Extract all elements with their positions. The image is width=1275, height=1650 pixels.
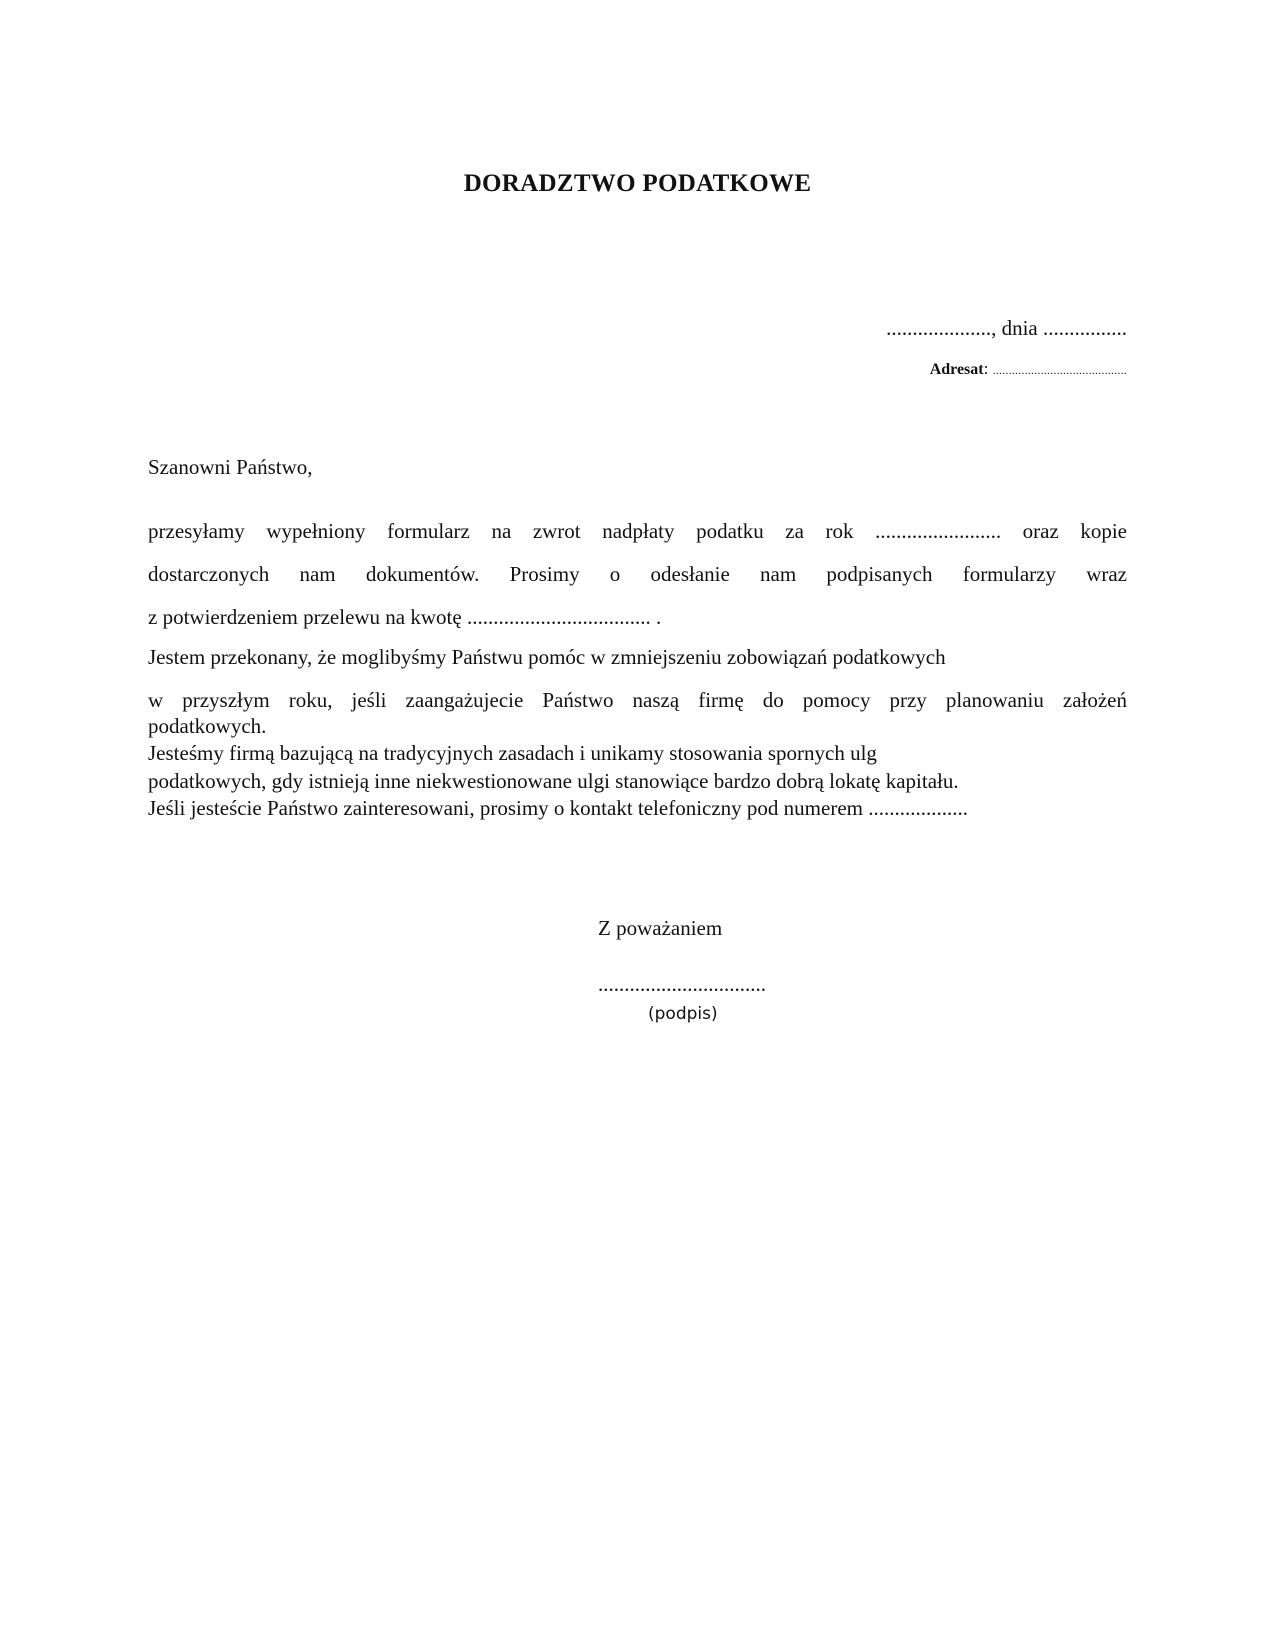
document-title: DORADZTWO PODATKOWE	[463, 170, 812, 197]
paragraph-line: podatkowych.	[148, 714, 267, 738]
paragraph-line: w przyszłym roku, jeśli zaangażujecie Państwo naszą firmę do pomocy przy planowaniu założeń	[148, 688, 1127, 712]
paragraph-line: Jesteśmy firmą bazującą na tradycyjnych zasadach i unikamy stosowania spornych ulg	[148, 741, 877, 765]
addressee-label: Adresat	[929, 361, 984, 378]
paragraph-line: Jestem przekonany, że moglibyśmy Państwu pomóc w zmniejszeniu zobowiązań podatkowych	[148, 645, 946, 669]
paragraph-refund-form	[148, 510, 1127, 639]
addressee-colon: :	[983, 359, 993, 378]
paragraph-line: z potwierdzeniem przelewu na kwotę ................................... .	[148, 605, 662, 629]
paragraph-offer	[148, 643, 1127, 740]
paragraph-line: podatkowych, gdy istnieją inne niekwestionowane ulgi stanowiące bardzo dobrą lokatę kapitału.	[148, 768, 959, 793]
greeting: Szanowni Państwo,	[148, 455, 313, 479]
signature-label: (podpis)	[648, 1004, 718, 1024]
signature-line: ................................	[598, 972, 766, 996]
paragraph-line: Jeśli jesteście Państwo zainteresowani, prosimy o kontakt telefoniczny pod numerem ...................	[148, 796, 968, 820]
paragraph-contact	[148, 740, 1127, 823]
closing-salutation: Z poważaniem	[598, 916, 723, 940]
paragraph-line: przesyłamy wypełniony formularz na zwrot nadpłaty podatku za rok ........................ oraz kopie	[148, 519, 1127, 543]
paragraph-line: dostarczonych nam dokumentów. Prosimy o odesłanie nam podpisanych formularzy wraz	[148, 562, 1127, 586]
addressee-dots: ..........................................	[992, 363, 1127, 377]
place-date-line: ...................., dnia ................	[886, 316, 1127, 340]
addressee-line	[930, 359, 1127, 379]
